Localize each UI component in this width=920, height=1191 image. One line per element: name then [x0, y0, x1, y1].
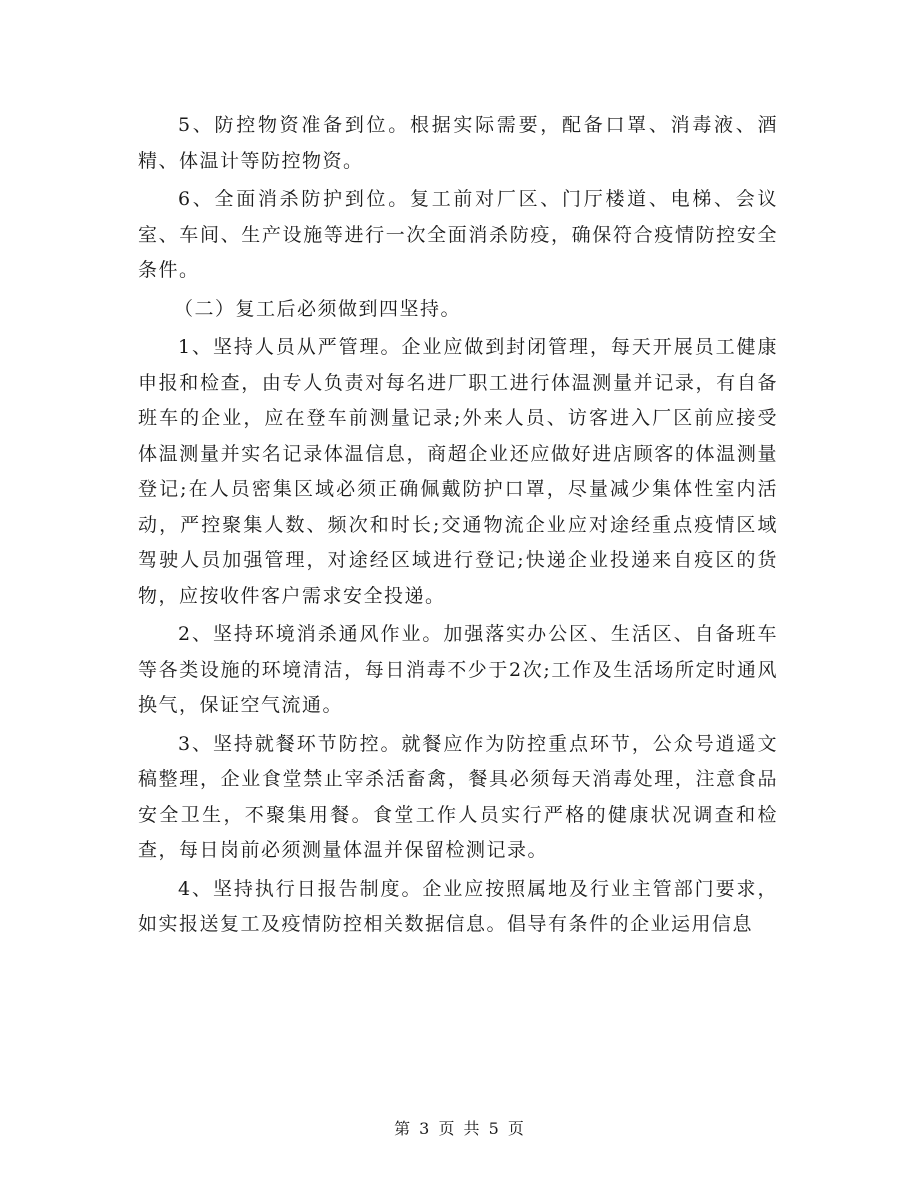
document-body [138, 108, 778, 946]
paragraph-persist-3: 3、坚持就餐环节防控。就餐应作为防控重点环节，公众号逍遥文稿整理，企业食堂禁止宰杀活畜禽，餐具必须每天消毒处理，注意食品安全卫生，不聚集用餐。食堂工作人员实行严格的健康状况调查和检查，每日岗前必须测量体温并保留检测记录。 [138, 732, 778, 861]
paragraph-persist-1: 1、坚持人员从严管理。企业应做到封闭管理，每天开展员工健康申报和检查，由专人负责对每名进厂职工进行体温测量并记录，有自备班车的企业，应在登车前测量记录;外来人员、访客进入厂区前应接受体温测量并实名记录体温信息，商超企业还应做好进店顾客的体温测量登记;在人员密集区域必须正确佩戴防护口罩，尽量减少集体性室内活动，严控聚集人数、频次和时长;交通物流企业应对途经重点疫情区域驾驶人员加强管理，对途经区域进行登记;快递企业投递来自疫区的货物，应按收件客户需求安全投递。 [138, 336, 778, 607]
section-heading-2: （二）复工后必须做到四坚持。 [174, 297, 462, 320]
page-number-footer: 第 3 页 共 5 页 [394, 1119, 526, 1138]
paragraph-persist-2: 2、坚持环境消杀通风作业。加强落实办公区、生活区、自备班车等各类设施的环境清洁，每日消毒不少于2次;工作及生活场所定时通风换气，保证空气流通。 [138, 623, 778, 716]
paragraph-persist-4: 4、坚持执行日报告制度。企业应按照属地及行业主管部门要求，如实报送复工及疫情防控相关数据信息。倡导有条件的企业运用信息 [138, 877, 778, 935]
paragraph-item-6: 6、全面消杀防护到位。复工前对厂区、门厅楼道、电梯、会议室、车间、生产设施等进行一次全面消杀防疫，确保符合疫情防控安全条件。 [138, 188, 778, 281]
paragraph-item-5: 5、防控物资准备到位。根据实际需要，配备口罩、消毒液、酒精、体温计等防控物资。 [138, 114, 778, 172]
